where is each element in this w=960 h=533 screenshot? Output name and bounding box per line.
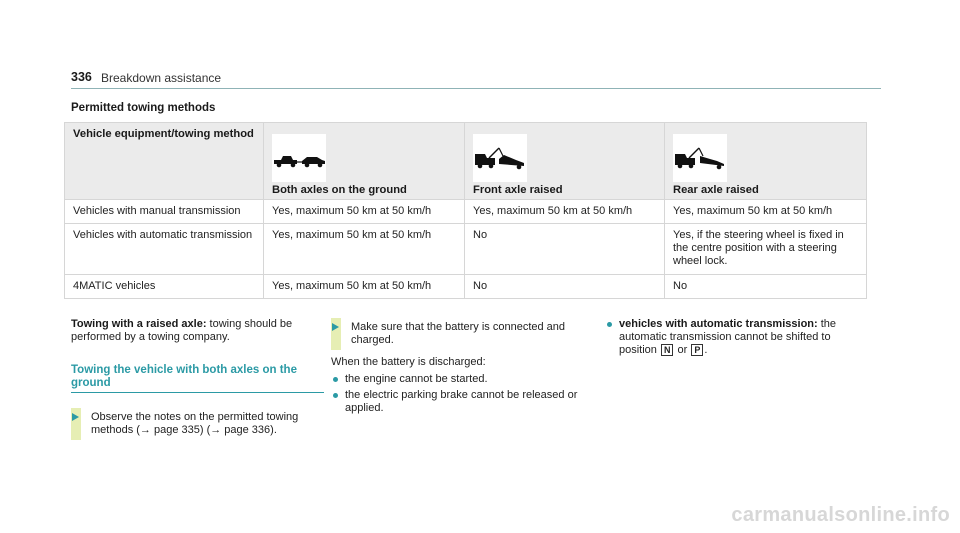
- header-cell-equipment: Vehicle equipment/towing method: [65, 123, 264, 200]
- towing-methods-table: [64, 122, 867, 299]
- page-number: 336: [71, 70, 92, 84]
- header-cell-rear-raised: [665, 123, 867, 200]
- table-row: [65, 275, 867, 299]
- watermark: carmanualsonline.info: [731, 504, 950, 526]
- text-column-2: [331, 318, 591, 418]
- list-item-text: the electric parking brake cannot be released or applied.: [345, 389, 578, 414]
- battery-discharged-text: When the battery is discharged:: [331, 356, 486, 368]
- gear-p-key: P: [691, 344, 703, 356]
- action-text: Observe the notes on the permitted towing methods (→ page 335) (→ page 336).: [91, 411, 299, 436]
- text-column-3: [605, 318, 865, 360]
- header-divider: [71, 88, 881, 89]
- header-label-both-axles: Both axles on the ground: [272, 184, 407, 196]
- table-cell: Yes, maximum 50 km at 50 km/h: [264, 200, 465, 224]
- table-cell: No: [465, 275, 665, 299]
- header-label-rear-raised: Rear axle raised: [673, 184, 759, 196]
- header-cell-both-axles: [264, 123, 465, 200]
- bullet-icon: [333, 393, 338, 398]
- table-cell: No: [665, 275, 867, 299]
- table-cell: Yes, maximum 50 km at 50 km/h: [264, 224, 465, 275]
- car-towed-both-axles-icon: [272, 134, 326, 182]
- table-cell: Vehicles with automatic transmission: [65, 224, 264, 275]
- section-title: Breakdown assistance: [101, 71, 222, 85]
- raised-axle-paragraph: [71, 318, 316, 344]
- list-item-text: the automatic transmission cannot be shifted to position: [619, 318, 837, 356]
- table-cell: Yes, maximum 50 km at 50 km/h: [264, 275, 465, 299]
- list-item: vehicles with automatic transmission: the automatic transmission cannot be shifted to position N or P .: [605, 318, 865, 357]
- table-row: [65, 224, 867, 275]
- table-cell: Yes, if the steering wheel is fixed in the centre position with a steering wheel lock.: [665, 224, 867, 275]
- table-cell: No: [465, 224, 665, 275]
- or-text: or: [677, 344, 688, 356]
- action-step: [71, 408, 316, 440]
- table-title: Permitted towing methods: [71, 102, 216, 114]
- action-text: Make sure that the battery is connected and charged.: [351, 321, 566, 346]
- header-label-front-raised: Front axle raised: [473, 184, 563, 196]
- table-row: [65, 200, 867, 224]
- bullet-list: [331, 373, 591, 415]
- table-header-row: [65, 123, 867, 200]
- list-item-text: the engine cannot be started.: [345, 373, 488, 385]
- text-column-1: [71, 318, 316, 440]
- action-step: [331, 318, 591, 350]
- list-item-label: vehicles with automatic transmission:: [619, 318, 818, 330]
- action-arrow-icon: [72, 413, 79, 421]
- bullet-icon: [607, 322, 612, 327]
- raised-axle-label: Towing with a raised axle:: [71, 318, 207, 330]
- gear-n-key: N: [661, 344, 674, 356]
- table-cell: 4MATIC vehicles: [65, 275, 264, 299]
- list-item: [331, 389, 591, 415]
- action-arrow-icon: [332, 323, 339, 331]
- bullet-icon: [333, 377, 338, 382]
- tow-truck-rear-raised-icon: [673, 134, 727, 182]
- tow-truck-front-raised-icon: [473, 134, 527, 182]
- subheading-both-axles: Towing the vehicle with both axles on the ground: [71, 364, 324, 393]
- page-header: [71, 70, 881, 88]
- table-cell: Yes, maximum 50 km at 50 km/h: [665, 200, 867, 224]
- table-cell: Vehicles with manual transmission: [65, 200, 264, 224]
- raised-axle-text: towing should be performed by a towing company.: [71, 318, 293, 343]
- table-cell: Yes, maximum 50 km at 50 km/h: [465, 200, 665, 224]
- bullet-list: [605, 318, 865, 357]
- header-cell-front-raised: [465, 123, 665, 200]
- list-item: [331, 373, 591, 386]
